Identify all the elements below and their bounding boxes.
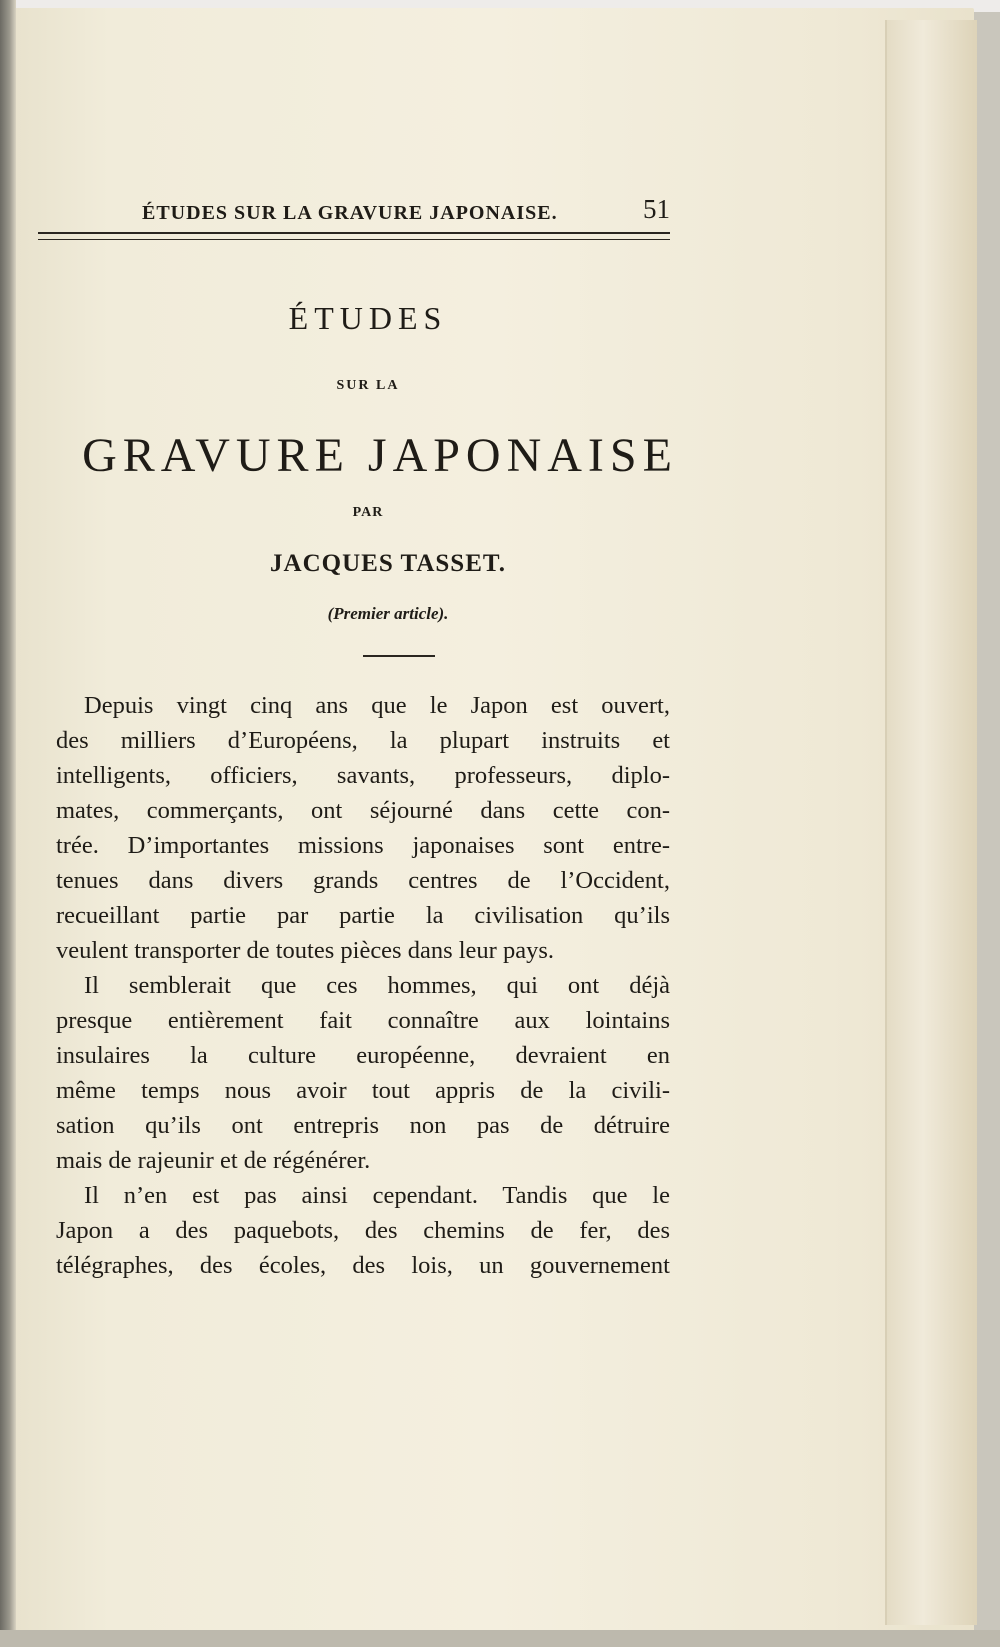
- body-line: Il n’en est pas ainsi cependant. Tandis que le: [84, 1182, 670, 1209]
- article-title: GRAVURE JAPONAISE: [82, 429, 678, 482]
- header-double-rule: [38, 232, 670, 240]
- page-fold-edge: [885, 20, 977, 1625]
- page-content: [38, 180, 678, 1279]
- title-sur-la: SUR LA: [336, 378, 400, 393]
- running-head-title: ÉTUDES SUR LA GRAVURE JAPONAISE.: [142, 202, 558, 224]
- page-number: 51: [643, 194, 670, 224]
- body-line: presque entièrement fait connaître aux lointains: [56, 1007, 670, 1034]
- body-line: tenues dans divers grands centres de l’Occident,: [56, 867, 670, 894]
- body-line: Depuis vingt cinq ans que le Japon est ouvert,: [84, 692, 670, 719]
- body-line: mates, commerçants, ont séjourné dans cette con-: [56, 797, 670, 824]
- body-line: veulent transporter de toutes pièces dans leur pays.: [56, 937, 555, 964]
- body-text: [56, 688, 670, 1283]
- body-line: insulaires la culture européenne, devraient en: [56, 1042, 670, 1069]
- running-head: [38, 180, 670, 228]
- body-line: recueillant partie par partie la civilisation qu’ils: [56, 902, 670, 929]
- body-line: Japon a des paquebots, des chemins de fer, des: [56, 1217, 670, 1244]
- article-subtitle: (Premier article).: [327, 604, 449, 623]
- title-etudes: ÉTUDES: [288, 300, 448, 336]
- body-line: des milliers d’Européens, la plupart instruits et: [56, 727, 670, 754]
- body-line: Il semblerait que ces hommes, qui ont déjà: [84, 972, 670, 999]
- book-binding-edge: [0, 0, 16, 1647]
- title-par: PAR: [352, 505, 384, 520]
- body-line: mais de rajeunir et de régénérer.: [56, 1147, 371, 1174]
- body-line: même temps nous avoir tout appris de la civili-: [56, 1077, 670, 1104]
- body-line: intelligents, officiers, savants, professeurs, diplo-: [56, 762, 670, 789]
- body-line: télégraphes, des écoles, des lois, un gouvernement: [56, 1252, 670, 1279]
- body-line: sation qu’ils ont entrepris non pas de détruire: [56, 1112, 670, 1139]
- section-divider: [363, 655, 435, 657]
- background-bottom: [0, 1630, 1000, 1647]
- body-line: trée. D’importantes missions japonaises sont entre-: [56, 832, 670, 859]
- author-name: JACQUES TASSET.: [270, 550, 506, 577]
